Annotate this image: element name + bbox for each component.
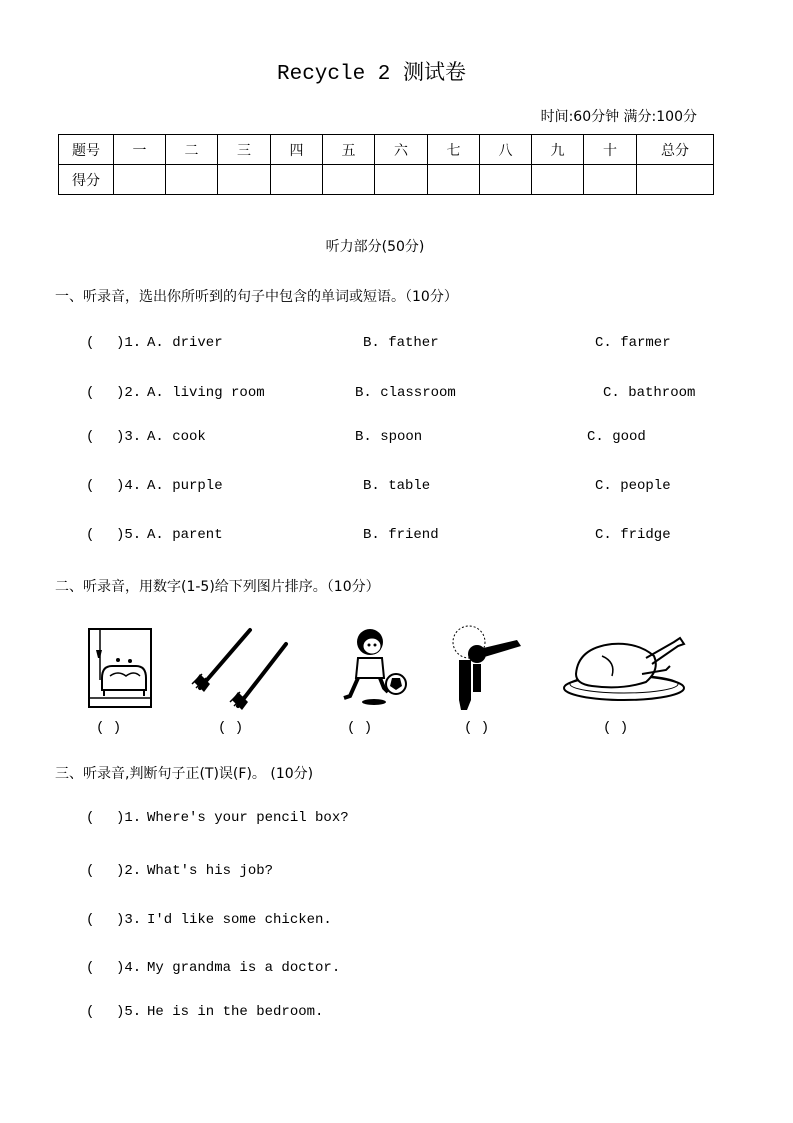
- option-c: C. people: [595, 478, 671, 494]
- picture-answer-bracket[interactable]: ( ): [96, 720, 122, 736]
- sentence-text: I'd like some chicken.: [147, 912, 332, 928]
- score-table-header-row: [59, 135, 714, 165]
- score-input-cell[interactable]: [271, 165, 323, 195]
- item-number: )4.: [116, 960, 142, 976]
- sofa-room-icon: [88, 628, 152, 708]
- sentence-text: Where's your pencil box?: [147, 810, 349, 826]
- sentence-text: What's his job?: [147, 863, 274, 879]
- item-number: )2.: [116, 863, 142, 879]
- item-number: )5.: [116, 1004, 142, 1020]
- item-number: )3.: [116, 912, 142, 928]
- sentence-text: My grandma is a doctor.: [147, 960, 341, 976]
- answer-bracket[interactable]: (: [86, 960, 95, 976]
- listening-part-title: 听力部分(50分): [325, 239, 425, 255]
- item-number: )3.: [116, 429, 142, 445]
- option-c: C. good: [587, 429, 646, 445]
- item-number: )1.: [116, 810, 142, 826]
- answer-bracket[interactable]: (: [86, 385, 95, 401]
- answer-bracket[interactable]: (: [86, 863, 95, 879]
- score-input-cell[interactable]: [114, 165, 166, 195]
- score-input-cell[interactable]: [166, 165, 218, 195]
- option-a: A. cook: [147, 429, 206, 445]
- option-b: B. father: [363, 335, 439, 351]
- answer-bracket[interactable]: (: [86, 912, 95, 928]
- picture-answer-bracket[interactable]: ( ): [218, 720, 244, 736]
- score-cell: 十: [584, 135, 637, 165]
- exam-meta: 时间:60分钟 满分:100分: [540, 109, 697, 125]
- score-cell: 三: [218, 135, 271, 165]
- option-a: A. parent: [147, 527, 223, 543]
- sentence-text: He is in the bedroom.: [147, 1004, 324, 1020]
- score-cell: 八: [480, 135, 532, 165]
- keys-icon: [447, 624, 527, 712]
- score-cell: 四: [271, 135, 323, 165]
- score-cell: 七: [428, 135, 480, 165]
- item-number: )2.: [116, 385, 142, 401]
- boy-football-icon: [340, 626, 410, 706]
- score-input-cell[interactable]: [218, 165, 271, 195]
- option-c: C. farmer: [595, 335, 671, 351]
- section1-title: 一、听录音，选出你所听到的句子中包含的单词或短语。（10分）: [55, 289, 458, 305]
- answer-bracket[interactable]: (: [86, 429, 95, 445]
- option-b: B. friend: [363, 527, 439, 543]
- option-c: C. fridge: [595, 527, 671, 543]
- item-number: )5.: [116, 527, 142, 543]
- score-cell: 六: [375, 135, 428, 165]
- section3-title: 三、听录音,判断句子正(T)误(F)。 (10分): [55, 766, 314, 782]
- score-input-cell[interactable]: [584, 165, 637, 195]
- score-cell: 总分: [637, 135, 714, 165]
- score-input-cell[interactable]: [637, 165, 714, 195]
- score-cell: 二: [166, 135, 218, 165]
- option-b: B. table: [363, 478, 431, 494]
- score-cell: 五: [323, 135, 375, 165]
- item-number: )1.: [116, 335, 142, 351]
- score-input-cell[interactable]: [480, 165, 532, 195]
- answer-bracket[interactable]: (: [86, 527, 95, 543]
- option-b: B. spoon: [355, 429, 423, 445]
- option-a: A. living room: [147, 385, 265, 401]
- option-a: A. purple: [147, 478, 223, 494]
- roast-chicken-icon: [562, 630, 692, 702]
- answer-bracket[interactable]: (: [86, 1004, 95, 1020]
- answer-bracket[interactable]: (: [86, 335, 95, 351]
- score-input-cell[interactable]: [428, 165, 480, 195]
- option-c: C. bathroom: [603, 385, 696, 401]
- section2-title: 二、听录音，用数字(1-5)给下列图片排序。（10分）: [55, 579, 380, 595]
- picture-answer-bracket[interactable]: ( ): [347, 720, 373, 736]
- picture-answer-bracket[interactable]: ( ): [603, 720, 629, 736]
- score-cell: 九: [532, 135, 584, 165]
- score-cell: 一: [114, 135, 166, 165]
- score-table: [58, 134, 714, 195]
- score-input-cell[interactable]: [375, 165, 428, 195]
- page-title: [0, 56, 743, 86]
- score-table-score-row: [59, 165, 714, 195]
- option-a: A. driver: [147, 335, 223, 351]
- score-input-cell[interactable]: [323, 165, 375, 195]
- score-cell: 得分: [59, 165, 114, 195]
- option-b: B. classroom: [355, 385, 456, 401]
- item-number: )4.: [116, 478, 142, 494]
- title-chinese: 测试卷: [403, 60, 467, 84]
- score-input-cell[interactable]: [532, 165, 584, 195]
- title-english: Recycle 2: [276, 63, 391, 86]
- score-cell: 题号: [59, 135, 114, 165]
- answer-bracket[interactable]: (: [86, 478, 95, 494]
- forks-icon: [190, 622, 295, 712]
- answer-bracket[interactable]: (: [86, 810, 95, 826]
- picture-answer-bracket[interactable]: ( ): [464, 720, 490, 736]
